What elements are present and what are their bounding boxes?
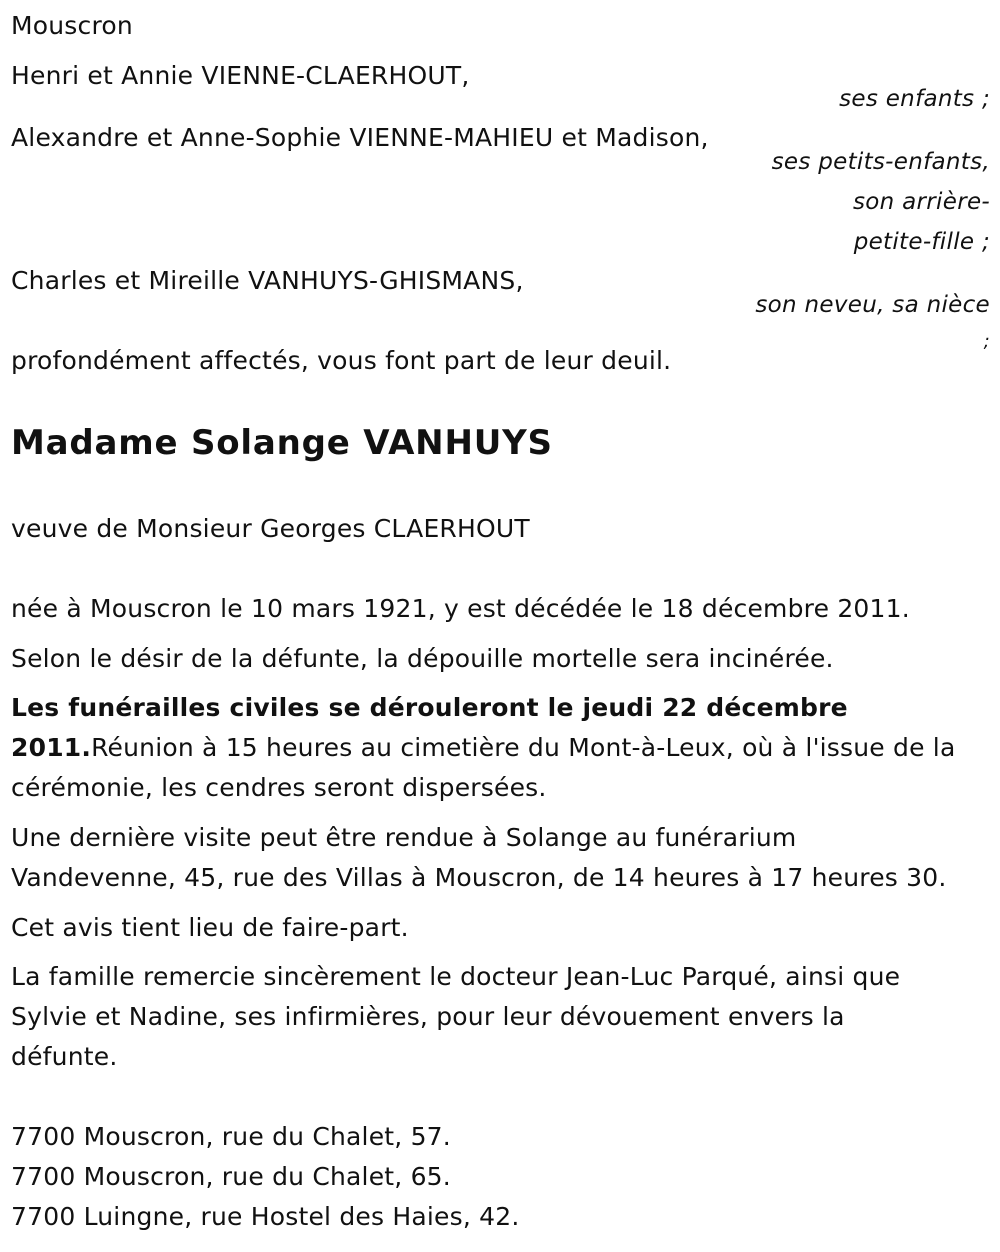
intro-text: profondément affectés, vous font part de leur deuil. <box>11 346 672 375</box>
widow-of-text: veuve de Monsieur Georges CLAERHOUT <box>11 514 530 543</box>
birth-death-text: née à Mouscron le 10 mars 1921, y est décédée le 18 décembre 2011. <box>11 594 910 623</box>
family-great-grandchild-relation: son arrière- <box>853 189 990 215</box>
family-grandchildren-relation: ses petits-enfants, <box>771 149 990 175</box>
family-nephew-relation-semicolon: ; <box>983 331 990 352</box>
family-nephew-names: Charles et Mireille VANHUYS-GHISMANS, <box>11 266 524 295</box>
notice-text: Cet avis tient lieu de faire-part. <box>11 913 409 942</box>
visit-line-2: Vandevenne, 45, rue des Villas à Mouscron, de 14 heures à 17 heures 30. <box>11 863 947 892</box>
funeral-bold-line: Les funérailles civiles se dérouleront le jeudi 22 décembre <box>11 693 848 722</box>
address-1: 7700 Mouscron, rue du Chalet, 57. <box>11 1122 451 1151</box>
thanks-line-1: La famille remercie sincèrement le docteur Jean-Luc Parqué, ainsi que <box>11 962 901 991</box>
cremation-text: Selon le désir de la défunte, la dépouille mortelle sera incinérée. <box>11 644 834 673</box>
family-great-grandchild-relation-cont: petite-fille ; <box>853 229 990 255</box>
visit-line-1: Une dernière visite peut être rendue à Solange au funérarium <box>11 823 797 852</box>
thanks-line-3: défunte. <box>11 1042 118 1071</box>
thanks-line-2: Sylvie et Nadine, ses infirmières, pour leur dévouement envers la <box>11 1002 845 1031</box>
family-nephew-relation: son neveu, sa nièce <box>755 292 990 318</box>
funeral-year: 2011. <box>11 733 92 762</box>
family-grandchildren-names: Alexandre et Anne-Sophie VIENNE-MAHIEU et Madison, <box>11 123 709 152</box>
funeral-line-3: cérémonie, les cendres seront dispersées. <box>11 773 547 802</box>
funeral-meeting-text: Réunion à 15 heures au cimetière du Mont-à-Leux, où à l'issue de la <box>91 733 956 762</box>
funeral-line-2 <box>11 728 955 768</box>
family-children-relation: ses enfants ; <box>839 86 990 112</box>
deceased-name: Madame Solange VANHUYS <box>11 423 553 463</box>
address-3: 7700 Luingne, rue Hostel des Haies, 42. <box>11 1202 520 1231</box>
city-heading: Mouscron <box>11 11 133 40</box>
family-children-names: Henri et Annie VIENNE-CLAERHOUT, <box>11 61 470 90</box>
address-2: 7700 Mouscron, rue du Chalet, 65. <box>11 1162 451 1191</box>
